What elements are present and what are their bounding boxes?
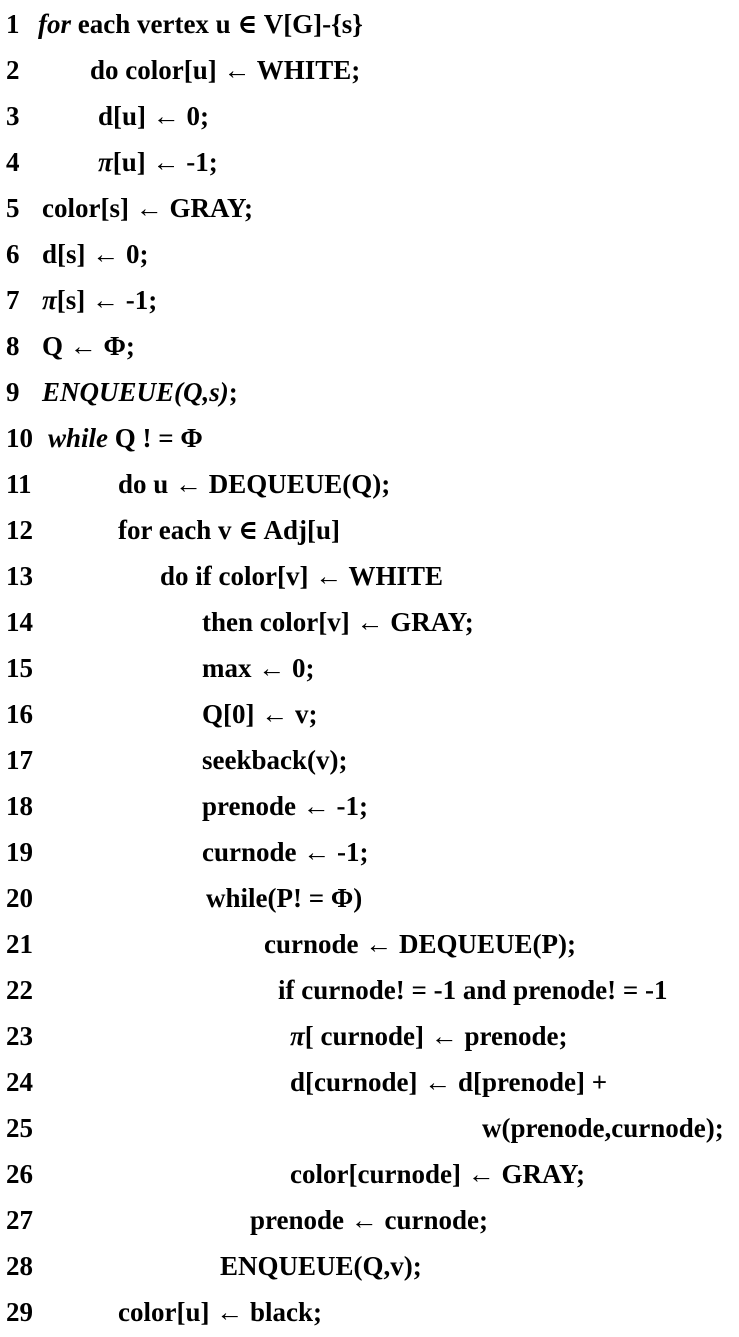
statement: d[u] ← 0;: [98, 101, 210, 131]
statement: prenode ← curnode;: [250, 1205, 489, 1235]
line-number: 5: [6, 193, 20, 223]
line-number: 15: [6, 653, 33, 683]
line-number: 25: [6, 1113, 33, 1143]
line-number: 27: [6, 1205, 33, 1235]
statement: ENQUEUE(Q,v);: [220, 1251, 422, 1281]
line-number: 21: [6, 929, 33, 959]
statement: if curnode! = -1 and prenode! = -1: [278, 975, 668, 1005]
statement: seekback(v);: [202, 745, 348, 775]
statement: prenode ← -1;: [202, 791, 368, 821]
statement: d[s] ← 0;: [42, 239, 149, 269]
statement: Q ! = Φ: [108, 423, 203, 453]
line-number: 9: [6, 377, 20, 407]
line-number: 16: [6, 699, 33, 729]
pi-symbol: π: [290, 1021, 305, 1051]
pi-symbol: π: [98, 147, 113, 177]
line-number: 10: [6, 423, 33, 453]
line-number: 26: [6, 1159, 33, 1189]
statement: d[curnode] ← d[prenode] +: [290, 1067, 608, 1097]
code-text: [290, 1013, 568, 1059]
code-text: [42, 277, 157, 323]
statement: then color[v] ← GRAY;: [202, 607, 474, 637]
statement: w(prenode,curnode);: [482, 1113, 724, 1143]
line-number: 2: [6, 55, 20, 85]
line-number: 24: [6, 1067, 33, 1097]
line-number: 17: [6, 745, 33, 775]
pi-symbol: π: [42, 285, 57, 315]
statement: for each v ∈ Adj[u]: [118, 515, 340, 545]
keyword: ENQUEUE(Q,s): [42, 377, 229, 407]
statement: color[s] ← GRAY;: [42, 193, 253, 223]
statement: Q ← Φ;: [42, 331, 135, 361]
statement: do u ← DEQUEUE(Q);: [118, 469, 391, 499]
line-number: 6: [6, 239, 20, 269]
line-number: 1: [6, 9, 20, 39]
statement: curnode ← DEQUEUE(P);: [264, 929, 576, 959]
statement: [s] ← -1;: [56, 285, 158, 315]
line-number: 19: [6, 837, 33, 867]
line-number: 29: [6, 1297, 33, 1327]
code-text: [48, 415, 203, 461]
line-number: 11: [6, 469, 32, 499]
statement: [u] ← -1;: [112, 147, 218, 177]
statement: do color[u] ← WHITE;: [90, 55, 361, 85]
code-text: [42, 369, 238, 415]
statement: color[curnode] ← GRAY;: [290, 1159, 585, 1189]
line-number: 14: [6, 607, 33, 637]
statement: do if color[v] ← WHITE: [160, 561, 443, 591]
line-number: 22: [6, 975, 33, 1005]
code-text: [38, 1, 363, 47]
line-number: 13: [6, 561, 33, 591]
statement: ;: [228, 377, 238, 407]
line-number: 4: [6, 147, 20, 177]
statement: curnode ← -1;: [202, 837, 369, 867]
line-number: 8: [6, 331, 20, 361]
line-number: 7: [6, 285, 20, 315]
line-number: 12: [6, 515, 33, 545]
statement: max ← 0;: [202, 653, 315, 683]
statement: color[u] ← black;: [118, 1297, 322, 1327]
statement: while(P! = Φ): [206, 883, 363, 913]
statement: [ curnode] ← prenode;: [304, 1021, 568, 1051]
statement: Q[0] ← v;: [202, 699, 318, 729]
keyword: while: [48, 423, 109, 453]
line-number: 20: [6, 883, 33, 913]
code-text: [98, 139, 218, 185]
statement: each vertex u ∈ V[G]-{s}: [71, 9, 363, 39]
line-number: 23: [6, 1021, 33, 1051]
keyword: for: [38, 9, 71, 39]
line-number: 3: [6, 101, 20, 131]
line-number: 18: [6, 791, 33, 821]
line-number: 28: [6, 1251, 33, 1281]
